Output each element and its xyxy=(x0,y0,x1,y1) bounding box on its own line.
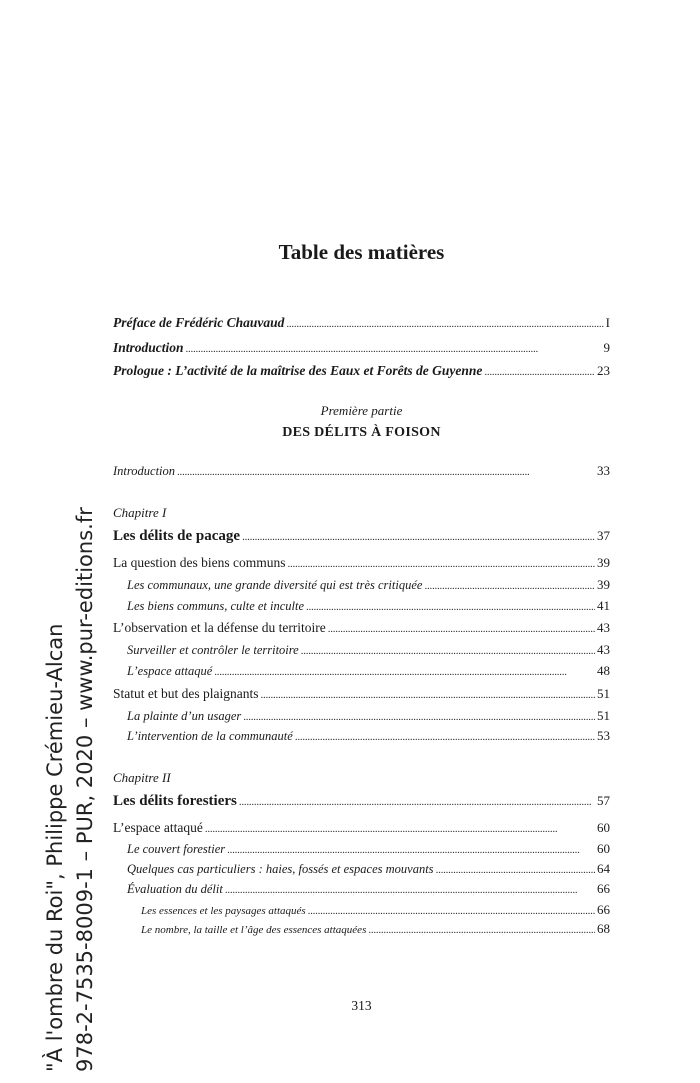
toc-section[interactable] xyxy=(113,819,610,838)
toc-entry-label: Surveiller et contrôler le territoire xyxy=(127,643,299,657)
toc-entry-page: 43 xyxy=(597,620,610,635)
toc-entry-part-introduction[interactable] xyxy=(113,462,610,481)
toc-entry-label: Statut et but des plaignants xyxy=(113,686,259,701)
toc-entry-page: 60 xyxy=(597,841,610,856)
leader-dots xyxy=(368,921,595,939)
toc-entry-page: 53 xyxy=(597,728,610,743)
leader-dots xyxy=(205,820,595,838)
toc-entry-label: Prologue : L’activité de la maîtrise des Eaux et Forêts de Guyenne xyxy=(113,363,483,378)
toc-entry-introduction[interactable] xyxy=(113,339,610,358)
toc-entry-label: L’espace attaqué xyxy=(127,664,213,678)
leader-dots xyxy=(301,642,595,660)
leader-dots xyxy=(295,728,595,746)
toc-entry-page: 48 xyxy=(597,663,610,678)
toc-entry-preface[interactable] xyxy=(113,314,610,333)
toc-entry-page: 43 xyxy=(597,642,610,657)
side-credit-line2: 978-2-7535-8009-1 – PUR, 2020 – www.pur-editions.fr xyxy=(73,507,97,1072)
leader-dots xyxy=(214,663,595,681)
toc-entry-label: Évaluation du délit xyxy=(127,882,223,896)
toc-entry-page: 51 xyxy=(597,686,610,701)
toc-subsection[interactable] xyxy=(127,860,610,879)
toc-entry-prologue[interactable] xyxy=(113,362,610,381)
toc-section[interactable] xyxy=(113,554,610,573)
toc-subsection[interactable] xyxy=(127,727,610,746)
toc-entry-page: 57 xyxy=(597,793,610,808)
leader-dots xyxy=(260,686,595,704)
toc-entry-page: I xyxy=(605,315,610,330)
leader-dots xyxy=(328,620,595,638)
toc-section[interactable] xyxy=(113,685,610,704)
toc-entry-page: 37 xyxy=(597,528,610,543)
toc-entry-page: 33 xyxy=(597,463,610,478)
leader-dots xyxy=(239,793,595,811)
toc-entry-label: L’intervention de la communauté xyxy=(127,729,293,743)
toc-subsection[interactable] xyxy=(127,880,610,899)
toc-entry-page: 64 xyxy=(597,861,610,876)
leader-dots xyxy=(225,881,595,899)
leader-dots xyxy=(436,861,595,879)
leader-dots xyxy=(243,708,595,726)
leader-dots xyxy=(242,528,595,546)
toc-entry-page: 39 xyxy=(597,577,610,592)
toc-entry-page: 60 xyxy=(597,820,610,835)
side-credit xyxy=(40,507,100,1072)
toc-subsection[interactable] xyxy=(127,662,610,681)
side-credit-line1: "À l'ombre du Roi", Philippe Crémieu-Alcan xyxy=(43,623,67,1072)
toc-entry-label: Les délits forestiers xyxy=(113,793,237,809)
toc-entry-label: Les délits de pacage xyxy=(113,528,241,544)
toc-entry-page: 66 xyxy=(597,881,610,896)
toc-entry-label: Introduction xyxy=(113,340,184,355)
leader-dots xyxy=(287,555,595,573)
toc-entry-page: 66 xyxy=(597,902,610,917)
leader-dots xyxy=(186,340,602,358)
page-title: Table des matières xyxy=(278,240,445,264)
leader-dots xyxy=(484,363,595,381)
toc-entry-page: 51 xyxy=(597,708,610,723)
toc-entry-label: La question des biens communs xyxy=(113,555,286,570)
toc-entry-label: L’observation et la défense du territoire xyxy=(113,620,326,635)
toc-entry-page: 9 xyxy=(603,340,610,355)
toc-entry-label: Les communaux, une grande diversité qui est très critiquée xyxy=(127,578,423,592)
toc-entry-label: Le nombre, la taille et l’âge des essences attaquées xyxy=(141,924,367,936)
toc-entry-label: Quelques cas particuliers : haies, fossés et espaces mouvants xyxy=(127,862,434,876)
toc-entry-label: Préface de Frédéric Chauvaud xyxy=(113,315,285,330)
toc-entry-label: Les essences et les paysages attaqués xyxy=(141,905,306,917)
toc-subsubsection[interactable] xyxy=(141,920,610,939)
leader-dots xyxy=(306,598,595,616)
leader-dots xyxy=(177,463,595,481)
toc-subsubsection[interactable] xyxy=(141,901,610,920)
toc-subsection[interactable] xyxy=(127,707,610,726)
part-title: DES DÉLITS À FOISON xyxy=(282,425,441,440)
leader-dots xyxy=(308,902,595,920)
chapter-label: Chapitre II xyxy=(113,770,171,785)
toc-entry-page: 41 xyxy=(597,598,610,613)
toc-subsection[interactable] xyxy=(127,641,610,660)
toc-section[interactable] xyxy=(113,619,610,638)
leader-dots xyxy=(424,577,595,595)
toc-entry-label: Le couvert forestier xyxy=(127,842,226,856)
leader-dots xyxy=(227,841,595,859)
toc-entry-label: Les biens communs, culte et inculte xyxy=(127,599,305,613)
toc-entry-label: L’espace attaqué xyxy=(113,820,203,835)
toc-subsection[interactable] xyxy=(127,576,610,595)
toc-chapter-title[interactable] xyxy=(113,527,610,546)
toc-subsection[interactable] xyxy=(127,840,610,859)
toc-entry-label: La plainte d’un usager xyxy=(127,709,242,723)
toc-subsection[interactable] xyxy=(127,597,610,616)
leader-dots xyxy=(286,315,603,333)
toc-chapter-title[interactable] xyxy=(113,792,610,811)
toc-entry-page: 23 xyxy=(597,363,610,378)
page-number: 313 xyxy=(351,998,372,1013)
toc-entry-page: 68 xyxy=(597,921,610,936)
chapter-label: Chapitre I xyxy=(113,505,167,520)
toc-entry-page: 39 xyxy=(597,555,610,570)
part-label: Première partie xyxy=(320,403,403,418)
toc-entry-label: Introduction xyxy=(113,464,176,478)
